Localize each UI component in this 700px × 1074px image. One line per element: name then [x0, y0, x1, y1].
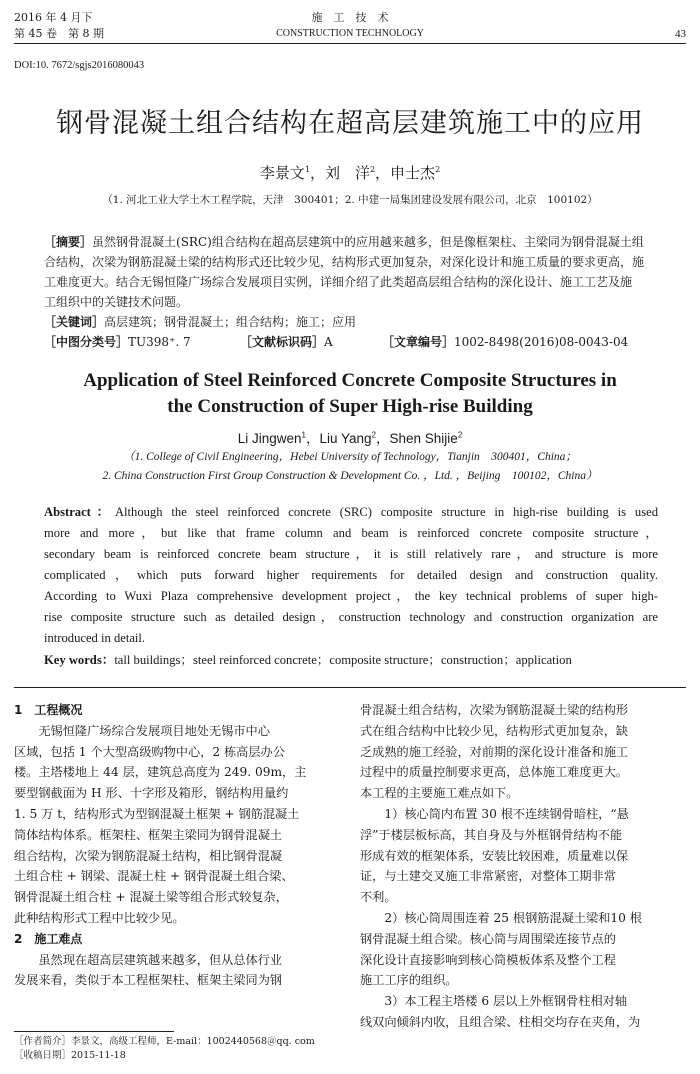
- affiliation-en: （1. College of Civil Engineering，Hebei University of Technology，Tianjin 300401，China； 2. China Construction First Group Construction & Development Co. ，Ltd. ，Beijing 100102，China）: [102, 451, 598, 482]
- title-en: Application of Steel Reinforced Concrete Composite Structures in the Construction of Super High-rise Building: [83, 370, 617, 417]
- right-column: 骨混凝土组合结构，次梁为钢筋混凝土梁的结构形 式在组合结构中比较少见，结构形式更加复杂，缺 乏成熟的施工经验，对前期的深化设计准备和施工 过程中的质量控制要求更高，总体施工难度更大。 本工程的主要施工难点如下。 1）核心筒内布置 30 根不连续钢骨暗柱，“悬 浮”于楼层板标高，其自身及与外框钢骨结构不能 形成有效的框架体系，安装比较困难，质量难以保 证，与土建交叉施工非常紧密，对整体工期非常 不利。 2）核心筒周围连着 25 根钢筋混凝土梁和10 根 钢骨混凝土组合梁。核心筒与周围梁连接节点的 深化设计直接影响到核心筒模板体系及整个工程 施工工序的组织。 3）本工程主塔楼 6 层以上外框钢骨柱相对轴 线双向倾斜内收，且组合梁、柱相交均存在夹角，为: [360, 703, 642, 1029]
- keywords-cn: 高层建筑；钢骨混凝土；组合结构；施工；应用: [104, 315, 357, 329]
- keywords-cn-label: ［关键词］: [44, 315, 105, 329]
- section-heading-2: 2 施工难点: [14, 931, 83, 946]
- section-heading-1: 1 工程概况: [14, 703, 83, 717]
- header-rule: [14, 43, 686, 44]
- header-issue: 第 45 卷 第 8 期: [14, 27, 104, 40]
- abstract-en-label: Abstract：: [44, 505, 115, 519]
- page-number: 43: [675, 28, 686, 40]
- header-date: 2016 年 4 月下: [14, 11, 93, 24]
- classification-row: ［中图分类号］TU398⁺. 7 ［文献标识码］A ［文章编号］1002-8498(2016)08-0043-04: [44, 335, 629, 349]
- footnote: [14, 1035, 315, 1063]
- section-rule: [14, 687, 686, 688]
- authors-cn: 李景文$^1$，刘 洋$^2$，申士杰$^2$: [259, 164, 441, 182]
- footnote-date: ［收稿日期］2015-11-18: [14, 1050, 126, 1061]
- abstract-cn: ［摘要］虽然钢骨混凝土(SRC)组合结构在超高层建筑中的应用越来越多，但是像框架柱、主梁同为钢骨混凝土组 合结构，次梁为钢筋混凝土梁的结构形式还比较少见，结构形式更加复杂，对深化设计和施工质量的要求更高，施 工难度更大。结合无锡恒隆广场综合发展项目实例，详细介绍了此类超高层组合结构的深化设计、施工工艺及施 工组织中的关键技术问题。 ［关键词］高层建筑；钢骨混凝土；组合结构；施工；应用 ［中图分类号］TU398⁺. 7 ［文献标识码］A ［文章编号］1002-8498(2016)08-0043-04: [44, 232, 662, 352]
- header-journal-en: CONSTRUCTION TECHNOLOGY: [276, 28, 424, 39]
- doi: DOI:10. 7672/sgjs2016080043: [14, 60, 145, 71]
- footnote-rule: [14, 1031, 174, 1032]
- keywords-en-label: Key words：: [44, 653, 115, 667]
- page-title: 钢骨混凝土组合结构在超高层建筑施工中的应用: [56, 108, 644, 139]
- abstract-cn-label: ［摘要］: [44, 235, 93, 249]
- authors-en: Li Jingwen$^1$，Liu Yang$^2$，Shen Shijie$^2$: [237, 430, 463, 446]
- keywords-en: tall buildings；steel reinforced concrete；composite structure；construction；application: [114, 653, 572, 667]
- affiliation-cn: （1. 河北工业大学土木工程学院，天津 300401；2. 中建一局集团建设发展有限公司，北京 100102）: [102, 194, 598, 206]
- header-journal-cn: 施 工 技 术: [311, 11, 389, 24]
- footnote-author: ［作者简介］李景文，高级工程师，E-mail：1002440568＠qq. com: [14, 1036, 315, 1047]
- left-column: 1 工程概况 无锡恒隆广场综合发展项目地处无锡市中心 区域，包括 1 个大型高级购物中心，2 栋高层办公 楼。主塔楼地上 44 层，建筑总高度为 249. 09m，主 要型钢截面为 H 形、十字形及箱形，钢结构用量约 1. 5 万 t，结构形式为型钢混凝土框架 + 钢筋混凝土 筒体结构体系。框架柱、框架主梁同为钢骨混凝土 组合结构，次梁为钢筋混凝土结构，相比钢骨混凝 土组合柱 + 钢梁、混凝土柱 + 钢骨混凝土组合梁、 钢骨混凝土组合柱 + 混凝土梁等组合形式较复杂， 此种结构形式工程中比较少见。 2 施工难点 虽然现在超高层建筑越来越多，但从总体行业 发展来看，类似于本工程框架柱、框架主梁同为钢: [14, 700, 340, 991]
- abstract-en: Abstract：Although the steel reinforced concrete (SRC) composite structure in high-rise building is used more and more，but like that frame column and beam is reinforced concrete composite structure， secondary beam is reinforced concrete beam structure，it is still relatively rare，and structure is more complicated，which puts forward higher requirements for detailed design and construction quality. According to Wuxi Plaza comprehensive development project，the key technical problems of super high- rise composite structure such as detailed design，construction technology and construction organization are introduced in detail. Key words：tall buildings；steel reinforced concrete；composite structure；construction；application: [44, 505, 658, 667]
